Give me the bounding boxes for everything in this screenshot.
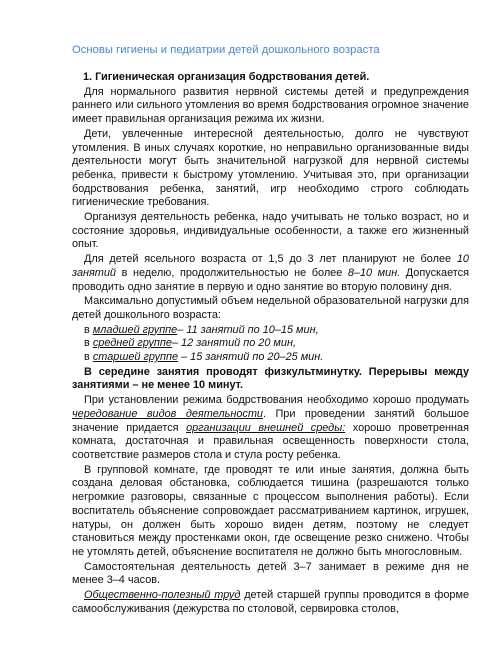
document-body (72, 71, 469, 617)
group-load-list (72, 324, 469, 365)
paragraph-4-emphasis-1: 10 занятий (72, 253, 469, 279)
group-load-item (72, 324, 469, 338)
section-title: 1. Гигиеническая организация бодрствования детей. (83, 71, 370, 83)
paragraph-7-emphasis-2: организации внешней среды: (186, 421, 346, 434)
group-prefix: в (84, 351, 93, 364)
paragraph-4-text-1: Для детей ясельного возраста от 1,5 до 3 лет планируют не более (84, 253, 457, 266)
paragraph-6: В середине занятия проводят физкультминутку. Перерывы между занятиями – не менее 10 минут. (72, 365, 469, 392)
group-name: старшей группе (92, 351, 179, 364)
group-prefix: в (84, 337, 93, 350)
paragraph-4 (72, 253, 469, 294)
paragraph-5: Максимально допустимый объем недельной образовательной нагрузки для детей дошкольного возраста: (72, 295, 469, 321)
paragraph-9: Самостоятельная деятельность детей 3–7 занимает в режиме дня не менее 3–4 часов. (72, 560, 469, 587)
group-name: средней группе (92, 337, 172, 350)
paragraph-7-text-3: хорошо проветренная комната, достаточная и правильная освещенность поверхности стола, соответствие размеров стола и стула росту ребенка. (72, 421, 469, 461)
group-load: – 11 занятий по 10–15 мин, (177, 323, 319, 336)
paragraph-7-text-1: При установлении режима бодрствования необходимо хорошо продумать (84, 394, 469, 407)
paragraph-4-text-2: в неделю, продолжительностью не более (116, 266, 348, 279)
group-load: – 12 занятий по 20 мин, (171, 337, 296, 350)
paragraph-8: В групповой комнате, где проводят те или иные занятия, должна быть создана деловая обстановка, соблюдается тишина (разрешаются только негромкие разговоры, связанные с процессом выполнения работы). Если воспитатель объяснение сопровождает рассматриванием картинок, игрушек, натуры, он должен быть хорошо виден детям, поэтому не следует становиться между простенками окон, где освещение резко снижено. Чтобы не утомлять детей, объяснение воспитателя не должно быть многословным. (72, 463, 469, 558)
group-load: – 15 занятий по 20–25 мин. (178, 351, 324, 364)
paragraph-4-emphasis-2: 8–10 мин. (347, 266, 401, 279)
group-name: младшей группе (92, 323, 178, 336)
paragraph-7-emphasis-1: чередование видов деятельности (72, 407, 263, 420)
paragraph-2: Дети, увлеченные интересной деятельностью, долго не чувствуют утомления. В иных случаях короткие, но неправильно организованные виды деятельности могут быть значительной нагрузкой для нервной системы ребенка, привести к быстрому утомлению. Учитывая это, при организации бодрствования ребенка, занятий, игр необходимо строго соблюдать гигиенические требования. (72, 127, 469, 209)
paragraph-10-emphasis: Общественно-полезный труд (84, 589, 241, 602)
paragraph-10 (72, 589, 469, 616)
page-header: Основы гигиены и педиатрии детей дошкольного возраста (72, 44, 380, 56)
paragraph-7-text-2: . При проведении занятий большое значение придается (72, 407, 469, 434)
paragraph-10-text: детей старшей группы проводится в форме самообслуживания (дежурства по столовой, сервировка столов, (72, 589, 470, 615)
paragraph-7 (72, 394, 469, 463)
group-prefix: в (84, 323, 93, 336)
group-load-item (72, 351, 469, 365)
group-load-item (72, 337, 469, 351)
paragraph-4-text-3: Допускается проводить одно занятие в первую и одно занятие во вторую половину дня. (72, 266, 469, 293)
paragraph-3: Организуя деятельность ребенка, надо учитывать не только возраст, но и состояние здоровья, индивидуальные особенности, а также его жизненный опыт. (72, 211, 469, 251)
paragraph-1: Для нормального развития нервной системы детей и предупреждения раннего или сильного утомления во время бодрствования огромное значение имеет правильная организация режима их жизни. (72, 85, 469, 126)
